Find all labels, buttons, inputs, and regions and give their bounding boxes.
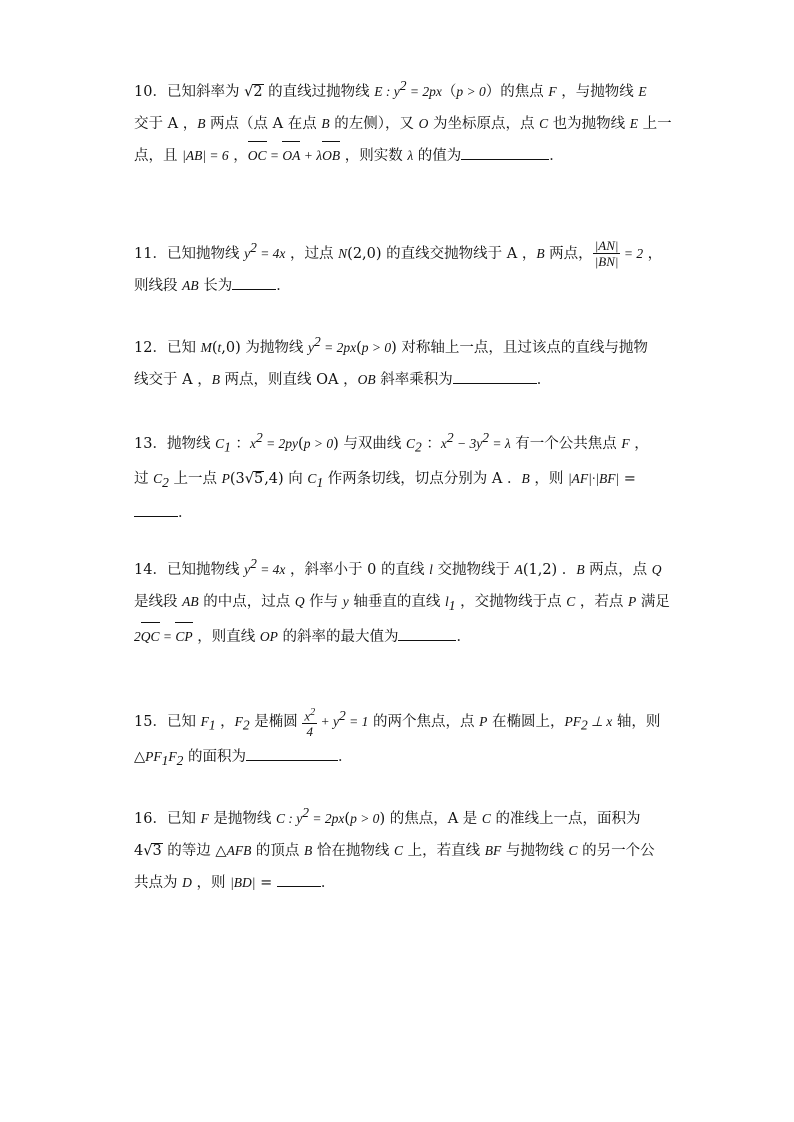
- problem-10-line-2: 交于 A ，B 两点（点 A 在点 B 的左侧），又 O 为坐标原点，点 C 也为抛物线 E 上一: [134, 115, 672, 132]
- problem-16-line-2: 4√3 的等边 △AFB 的顶点 B 恰在抛物线 C 上，若直线 BF 与抛物线 C 的另一个公: [134, 842, 655, 859]
- answer-blank[interactable]: [461, 147, 549, 160]
- problem-13-line-1: 13．抛物线 $C_1$ ：$x^2 = 2py(p > 0)$ 与双曲线 $C_2$ ：$x^2 - 3y^2 = \lambda$ 有一个公共焦点 F ，: [134, 430, 649, 455]
- problem-12-line-2: 线交于 A ，B 两点，则直线 OA ，OB 斜率乘积为 ．: [134, 371, 552, 388]
- problem-11-line-2: 则线段 AB 长为 ．: [134, 277, 291, 294]
- answer-blank[interactable]: [277, 874, 321, 887]
- problem-12-line-1: 12．已知 M(t,0) 为抛物线 $y^2 = 2px(p > 0)$ 对称轴上一点，且过该点的直线与抛物: [134, 334, 648, 356]
- problem-10-line-1: 10．已知斜率为 √2 的直线过抛物线 E : $y^2 = 2px(p > 0)$的焦点 F ，与抛物线 E: [134, 78, 647, 100]
- answer-blank[interactable]: [453, 371, 537, 384]
- problem-13-line-2: 过 $C_2$ 上一点 P(3√5,4) 向 $C_1$ 作两条切线，切点分别为 A ．B ，则 |AF|·|BF| =: [134, 470, 636, 490]
- problem-15-line-1: 15．已知 $F_1$ ，$F_2$ 是椭圆 $\frac{x^2}{4}$ + $y^2 = 1$ 的两个焦点，点 P 在椭圆上，$PF_2$ ⊥ x 轴，则: [134, 706, 661, 739]
- problem-10: [134, 70, 674, 172]
- answer-blank[interactable]: [246, 748, 338, 761]
- problem-12: [134, 326, 674, 396]
- problem-16-line-3: 共点为 D ，则 |BD| = ．: [134, 874, 336, 891]
- answer-blank[interactable]: [398, 628, 456, 641]
- problem-10-line-3: 点，且 |AB| = 6 ，OC = OA + λOB ，则实数 λ 的值为 ．: [134, 140, 674, 172]
- problem-14-line-3: 2QC = CP ，则直线 OP 的斜率的最大值为 ．: [134, 621, 674, 653]
- answer-blank[interactable]: [134, 504, 178, 517]
- problem-14: [134, 548, 674, 653]
- problem-16: [134, 797, 674, 899]
- answer-blank[interactable]: [232, 277, 276, 290]
- problem-16-line-1: 16．已知 F 是抛物线 C : $y^2 = 2px(p > 0)$ 的焦点，A 是 C 的准线上一点，面积为: [134, 805, 641, 827]
- problem-11-line-1: 11．已知抛物线 $y^2 = 4x$ ，过点 N(2,0) 的直线交抛物线于 A ，B 两点， $\frac{|AN|}{|BN|}$ = 2 ，: [134, 238, 663, 270]
- problem-11: [134, 232, 674, 302]
- problem-15: [134, 700, 674, 776]
- problem-14-line-2: 是线段 AB 的中点，过点 Q 作与 y 轴垂直的直线 $l_1$ ，交抛物线于点 C ，若点 P 满足: [134, 593, 670, 613]
- problem-14-line-1: 14．已知抛物线 $y^2 = 4x$ ，斜率小于 0 的直线 l 交抛物线于 A(1,2) ．B 两点，点 Q: [134, 556, 662, 578]
- problem-13-line-3: ．: [134, 498, 674, 529]
- problem-13: [134, 422, 674, 529]
- problem-15-line-2: $\triangle PF_1F_2$ 的面积为 ．: [134, 748, 353, 768]
